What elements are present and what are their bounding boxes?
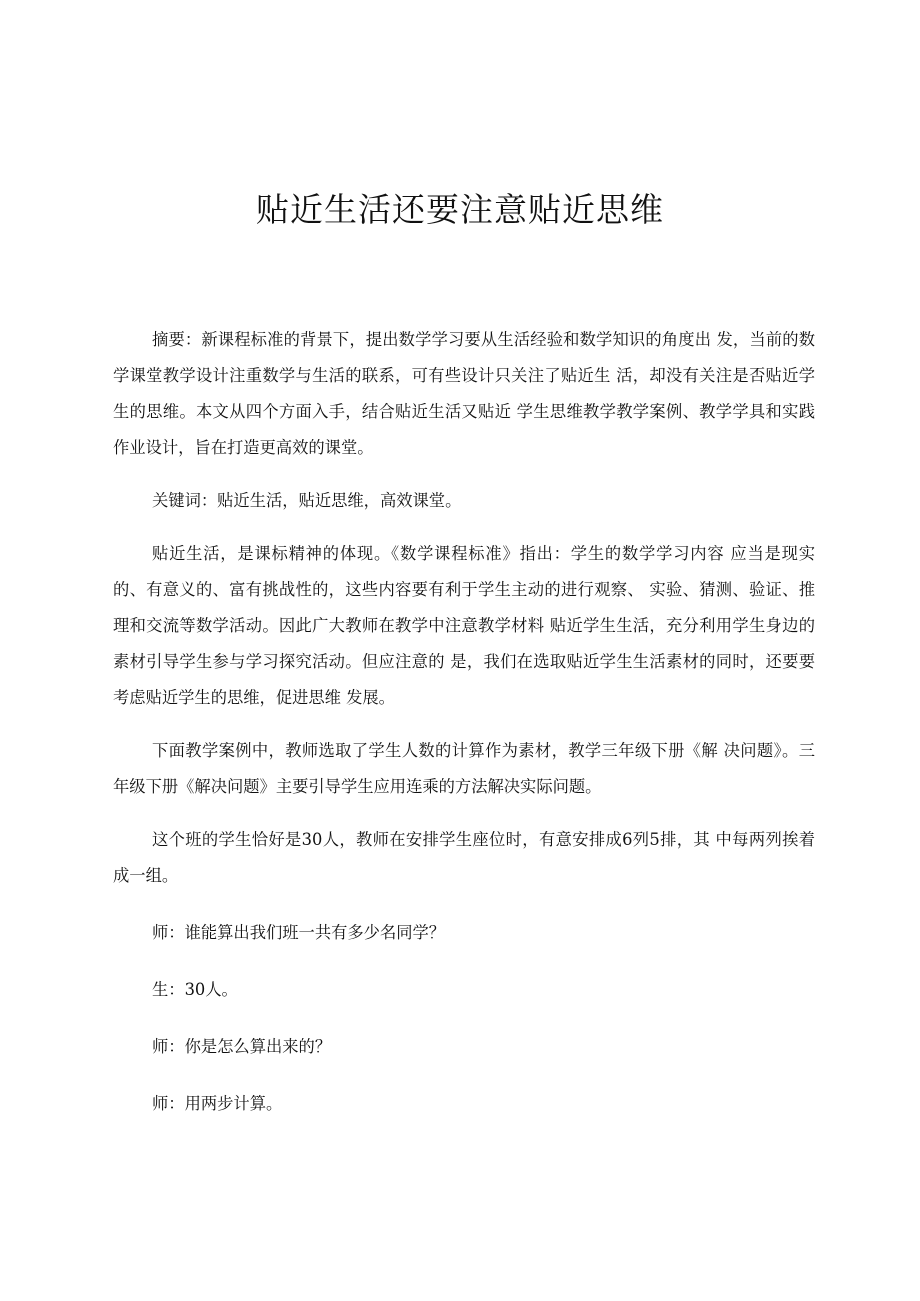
body-paragraph: 这个班的学生恰好是30人，教师在安排学生座位时，有意安排成6列5排，其 中每两列挨着成一组。	[113, 830, 815, 885]
document-title: 贴近生活还要注意贴近思维	[256, 190, 664, 229]
document-body	[113, 322, 815, 1122]
dialogue-line: 师：谁能算出我们班一共有多少名同学？	[152, 923, 446, 942]
body-paragraph: 下面教学案例中，教师选取了学生人数的计算作为素材，教学三年级下册《解 决问题》。三年级下册《解决问题》主要引导学生应用连乘的方法解决实际问题。	[113, 741, 815, 796]
dialogue-line: 生：30人。	[152, 980, 238, 999]
dialogue-line: 师：你是怎么算出来的？	[152, 1037, 332, 1056]
dialogue-line: 师：用两步计算。	[152, 1094, 283, 1113]
body-paragraph: 贴近生活，是课标精神的体现。《数学课程标准》指出：学生的数学学习内容 应当是现实的、有意义的、富有挑战性的，这些内容要有利于学生主动的进行观察、 实验、猜测、验证、推理和交流等数学活动。因此广大教师在教学中注意教学材料 贴近学生生活，充分利用学生身边的素材引导学生参与学习探究活动。但应注意的 是，我们在选取贴近学生生活素材的同时，还要要考虑贴近学生的思维，促进思维 发展。	[113, 544, 815, 707]
keywords-paragraph: 关键词：贴近生活，贴近思维，高效课堂。	[152, 491, 462, 510]
abstract-paragraph: 摘要：新课程标准的背景下，提出数学学习要从生活经验和数学知识的角度出 发，当前的数学课堂教学设计注重数学与生活的联系，可有些设计只关注了贴近生 活，却没有关注是否贴近学生的思维。本文从四个方面入手，结合贴近生活又贴近 学生思维教学教学案例、教学学具和实践作业设计，旨在打造更高效的课堂。	[113, 330, 815, 457]
